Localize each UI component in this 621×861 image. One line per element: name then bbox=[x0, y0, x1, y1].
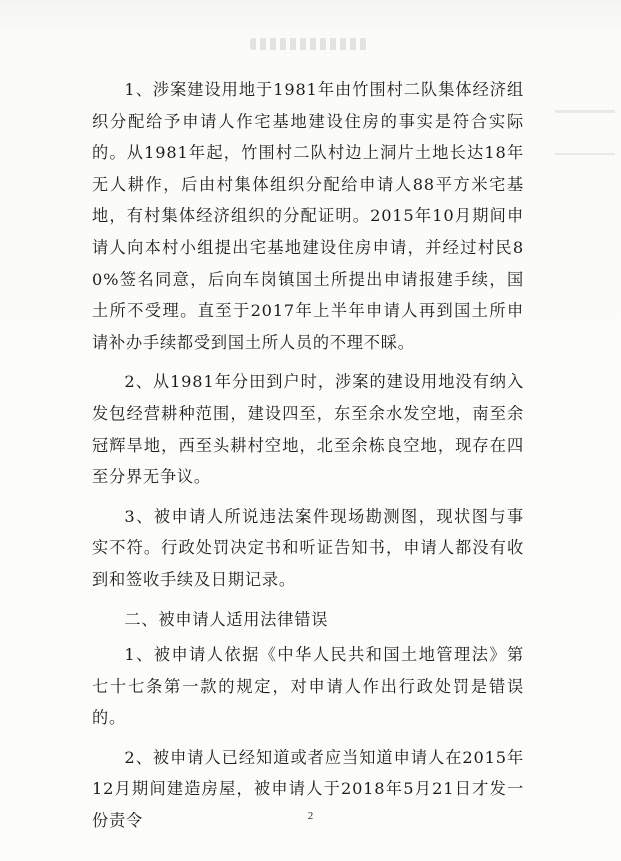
section-heading: 二、被申请人适用法律错误 bbox=[124, 609, 329, 629]
paragraph-4: 1、被申请人依据《中华人民共和国土地管理法》第七十七条第一款的规定，对申请人作出行政处罚是错误的。 bbox=[92, 645, 524, 728]
paragraph-1: 1、涉案建设用地于1981年由竹围村二队集体经济组织分配给予申请人作宅基地建设住房的事实是符合实际的。从1981年起，竹围村二队村边上洞片土地长达18年无人耕作，后由村集体组织分配给申请人88平方米宅基地，有村集体经济组织的分配证明。2015年10月期间申请人向本村小组提出宅基地建设住房申请，并经过村民80%签名同意，后向车岗镇国土所提出申请报建手续，国土所不受理。直至于2017年上半年申请人再到国土所申请补办手续都受到国土所人员的不理不睬。 bbox=[92, 80, 524, 352]
page-number: 2 bbox=[307, 810, 314, 822]
paragraph-5: 2、被申请人已经知道或者应当知道申请人在2015年12月期间建造房屋，被申请人于2018年5月21日才发一份责令 bbox=[92, 747, 524, 831]
document-body bbox=[92, 74, 524, 845]
bleed-through-mark bbox=[555, 110, 615, 155]
paragraph-3: 3、被申请人所说违法案件现场勘测图，现状图与事实不符。行政处罚决定书和听证告知书，申请人都没有收到和签收手续及日期记录。 bbox=[92, 506, 524, 589]
bleed-through-mark bbox=[250, 38, 370, 50]
paragraph-2: 2、从1981年分田到户时，涉案的建设用地没有纳入发包经营耕种范围，建设四至，东至余水发空地，南至余冠辉旱地，西至头耕村空地，北至余栋良空地，现存在四至分界无争议。 bbox=[92, 372, 524, 487]
